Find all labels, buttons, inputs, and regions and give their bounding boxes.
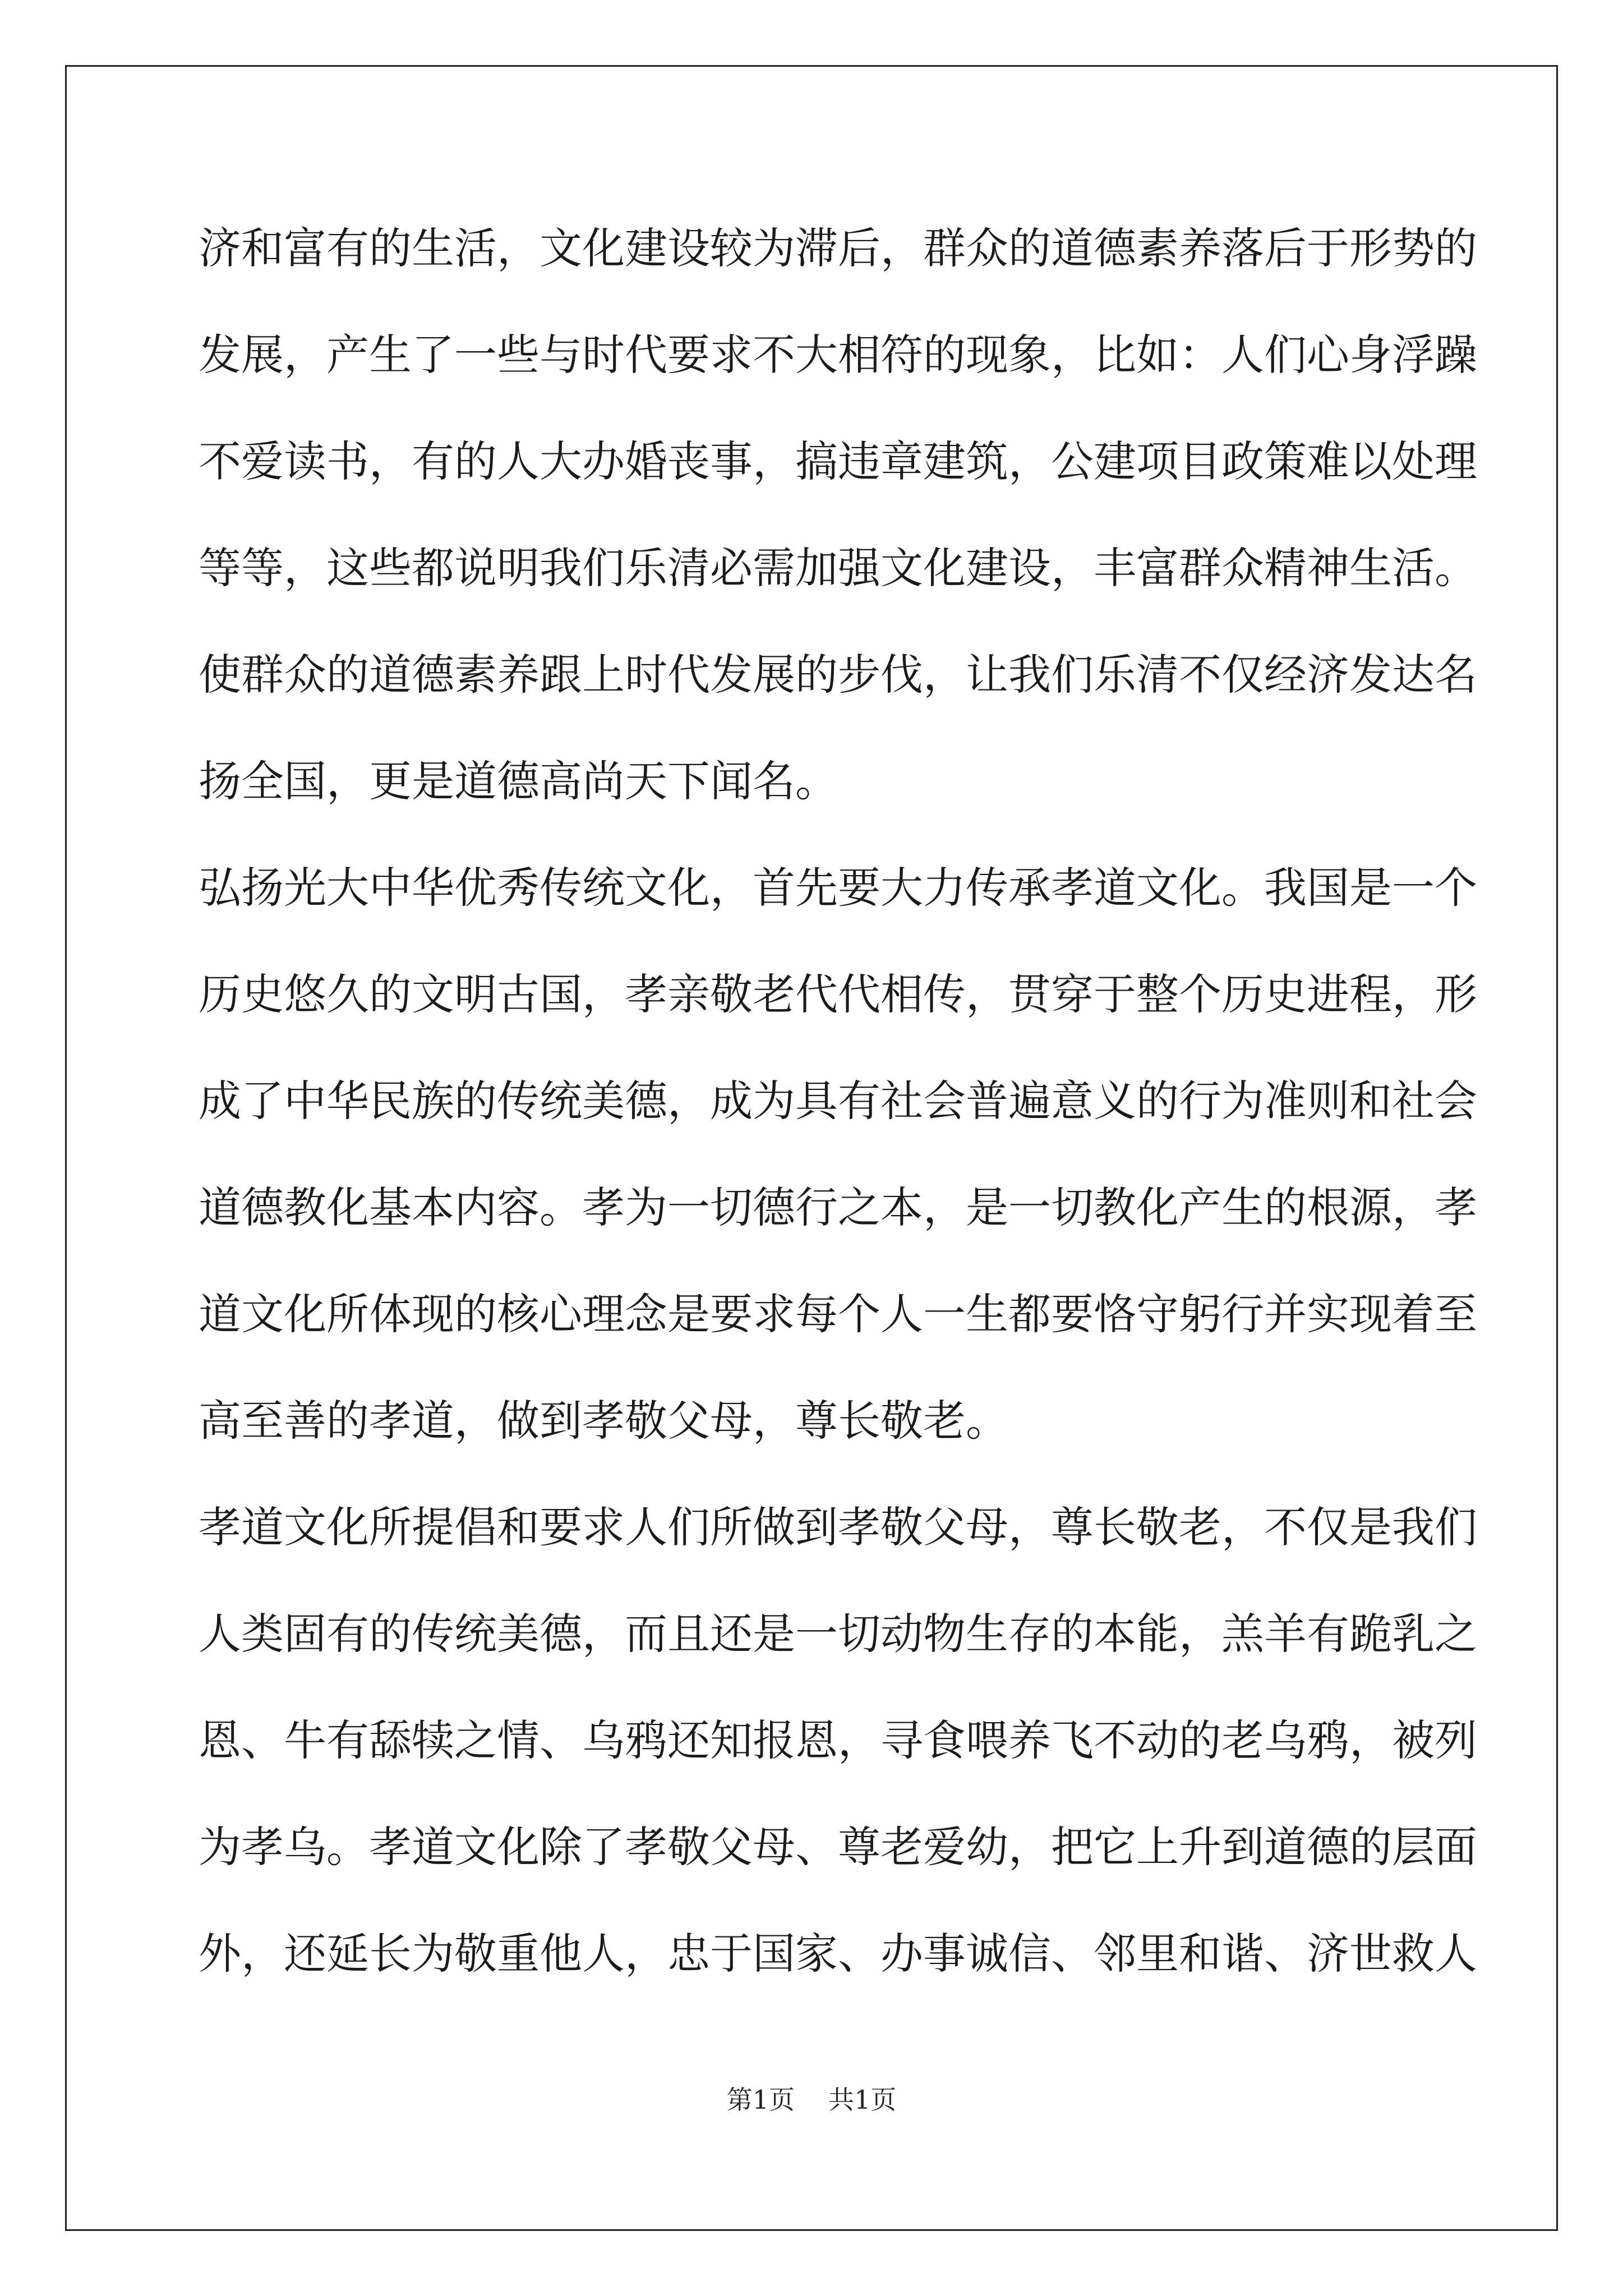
text-line: 历史悠久的文明古国，孝亲敬老代代相传，贯穿于整个历史进程，形 <box>199 969 1477 1019</box>
text-line: 弘扬光大中华优秀传统文化，首先要大力传承孝道文化。我国是一个 <box>199 863 1477 913</box>
text-line: 为孝乌。孝道文化除了孝敬父母、尊老爱幼，把它上升到道德的层面 <box>199 1822 1477 1872</box>
text-line: 扬全国，更是道德高尚天下闻名。 <box>199 756 838 806</box>
text-line: 等等，这些都说明我们乐清必需加强文化建设，丰富群众精神生活。 <box>199 543 1477 593</box>
page-number: 第1页 <box>726 2085 795 2115</box>
text-line: 发展，产生了一些与时代要求不大相符的现象，比如：人们心身浮躁 <box>199 330 1477 380</box>
text-line: 人类固有的传统美德，而且还是一切动物生存的本能，羔羊有跪乳之 <box>199 1609 1477 1659</box>
text-line: 成了中华民族的传统美德，成为具有社会普遍意义的行为准则和社会 <box>199 1076 1477 1126</box>
text-line: 不爱读书，有的人大办婚丧事，搞违章建筑，公建项目政策难以处理 <box>199 436 1477 486</box>
page-total: 共1页 <box>828 2085 897 2115</box>
text-line: 道文化所体现的核心理念是要求每个人一生都要恪守躬行并实现着至 <box>199 1289 1477 1339</box>
text-line: 孝道文化所提倡和要求人们所做到孝敬父母，尊长敬老，不仅是我们 <box>199 1502 1477 1552</box>
page-footer <box>0 2083 1623 2116</box>
text-line: 道德教化基本内容。孝为一切德行之本，是一切教化产生的根源，孝 <box>199 1182 1477 1232</box>
text-line: 使群众的道德素养跟上时代发展的步伐，让我们乐清不仅经济发达名 <box>199 650 1477 700</box>
text-line: 外，还延长为敬重他人，忠于国家、办事诚信、邻里和谐、济世救人 <box>199 1929 1477 1978</box>
page-frame <box>65 65 1558 2231</box>
text-line: 高至善的孝道，做到孝敬父母，尊长敬老。 <box>199 1396 1008 1446</box>
text-line: 恩、牛有舔犊之情、乌鸦还知报恩，寻食喂养飞不动的老乌鸦，被列 <box>199 1715 1477 1765</box>
text-line: 济和富有的生活，文化建设较为滞后，群众的道德素养落后于形势的 <box>199 223 1477 273</box>
